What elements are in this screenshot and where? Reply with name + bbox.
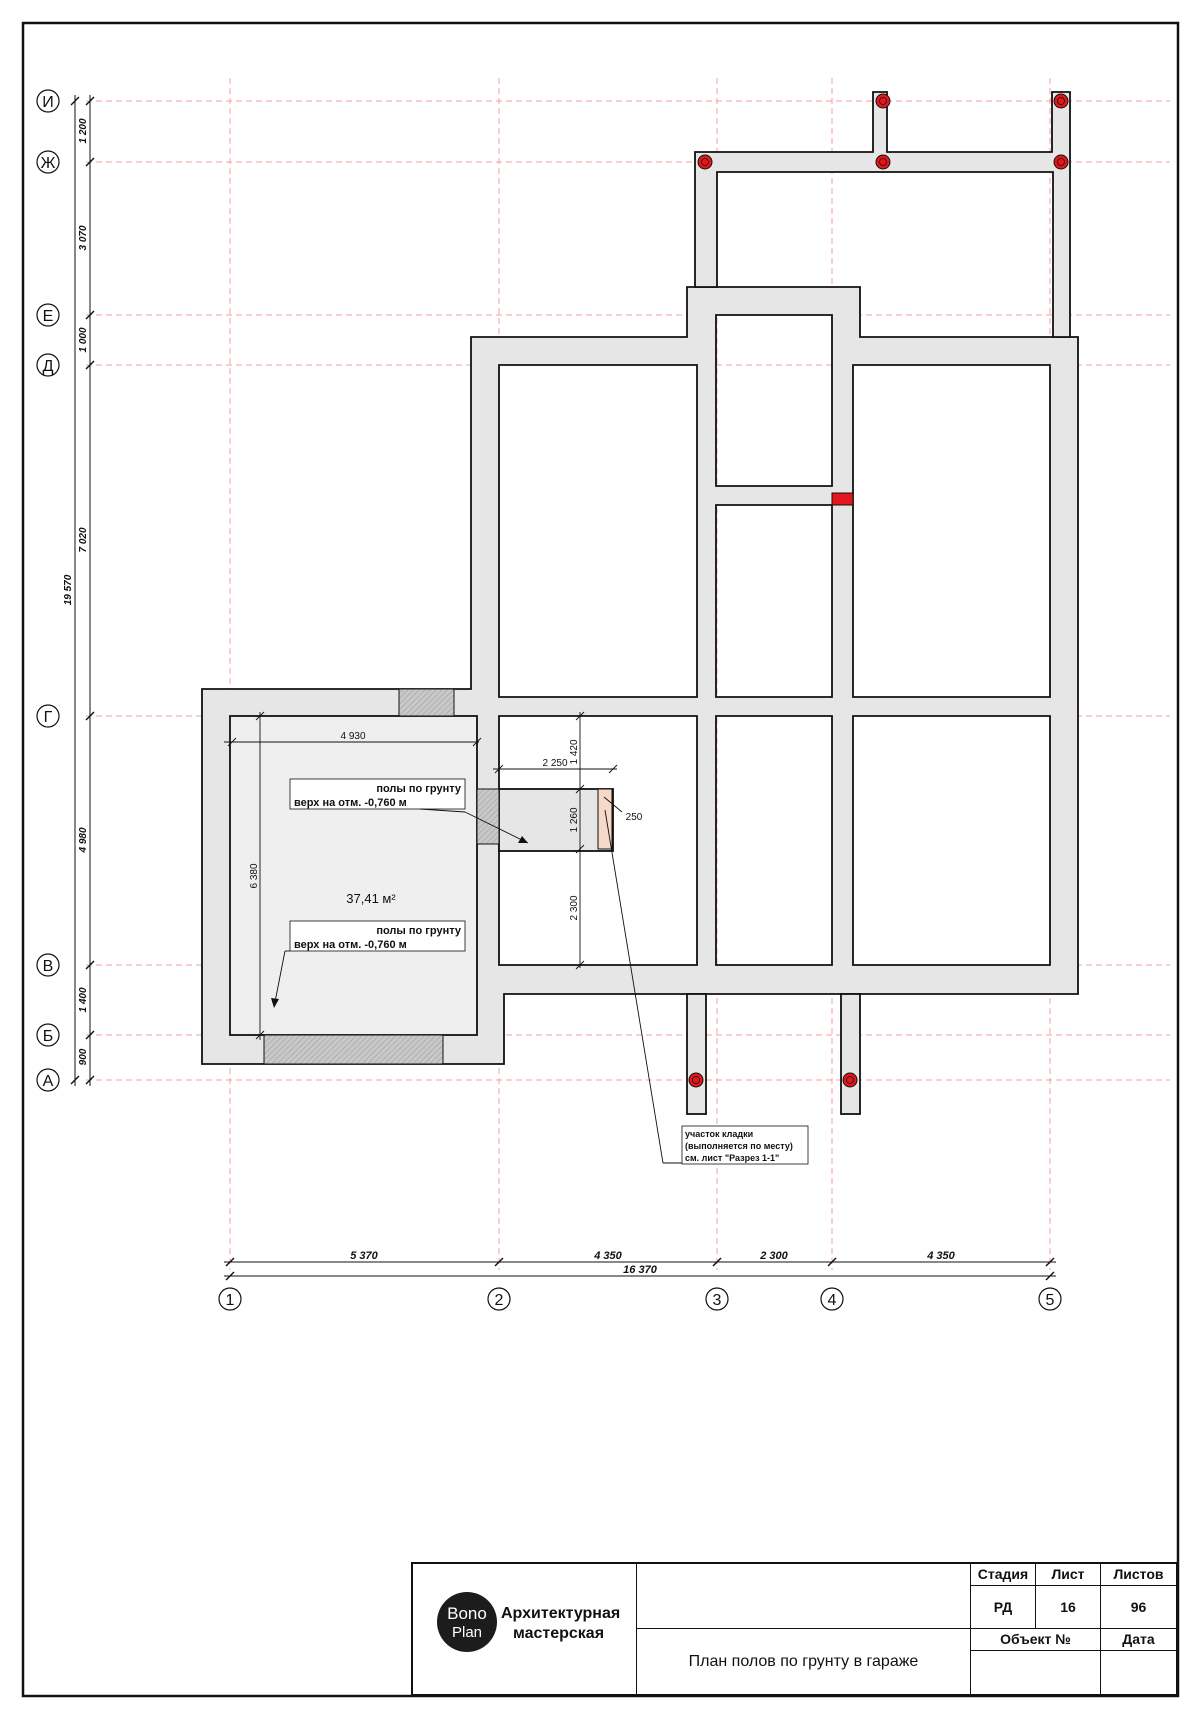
hatched-opening-top — [399, 689, 454, 716]
dim-niche-width: 1 260 — [569, 807, 580, 833]
dim-niche-bottom: 2 300 — [569, 895, 580, 921]
dim-bottom-total: 16 370 — [623, 1264, 657, 1276]
title-block — [411, 1562, 1178, 1696]
column-axis-markers — [219, 1288, 1061, 1310]
left-dimension-texts — [63, 118, 89, 1065]
dim-garage-depth: 6 380 — [249, 863, 260, 889]
pile-centers — [693, 98, 1065, 1084]
date-value — [1101, 1651, 1176, 1694]
south-stub-right — [841, 994, 860, 1114]
drawing-title: План полов по грунту в гараже — [688, 1653, 919, 1670]
dim-bottom-2: 4 350 — [594, 1250, 622, 1262]
empty-cell — [637, 1564, 971, 1629]
object-label: Объект № — [971, 1629, 1101, 1651]
bottom-dimension-texts — [350, 1250, 955, 1276]
pile — [876, 155, 890, 169]
bono-plan-logo — [437, 1592, 497, 1652]
piles — [689, 94, 1068, 1087]
garage-floor — [230, 716, 477, 1035]
sheet-value: 16 — [1036, 1586, 1101, 1629]
floor-niche — [499, 789, 613, 851]
object-value — [971, 1651, 1101, 1694]
dim-bottom-3: 2 300 — [760, 1250, 788, 1262]
dim-garage-width: 4 930 — [340, 731, 366, 742]
axis-label-col: 3 — [712, 1292, 722, 1309]
pile — [843, 1073, 857, 1087]
masonry-note-line1: участок кладки — [685, 1129, 754, 1139]
red-wall-marker — [832, 493, 853, 505]
hatched-opening-side — [477, 789, 499, 844]
axis-label-row: Д — [42, 358, 54, 375]
axis-label-row: Е — [42, 308, 54, 325]
pile — [1054, 155, 1068, 169]
drawing-title-cell — [637, 1629, 971, 1694]
dim-masonry: 250 — [625, 812, 643, 823]
hatched-opening-bottom — [264, 1035, 443, 1064]
sheet-border — [23, 23, 1178, 1696]
axis-label-row: В — [42, 958, 54, 975]
axis-label-col: 1 — [225, 1292, 235, 1309]
dim-left-7: 900 — [78, 1048, 89, 1066]
floor-note-top-line2: верх на отм. -0,760 м — [294, 797, 407, 809]
axis-label-col: 4 — [827, 1292, 837, 1309]
axis-label-row: Б — [42, 1028, 54, 1045]
logo-line1: Bono — [447, 1604, 487, 1623]
south-stub-left — [687, 994, 706, 1114]
sheets-label: Листов — [1101, 1564, 1176, 1586]
dim-bottom-4: 4 350 — [927, 1250, 955, 1262]
axis-label-row: Г — [43, 709, 53, 726]
floor-note-bottom-line1: полы по грунту — [376, 925, 461, 937]
dim-niche-top: 1 420 — [569, 739, 580, 765]
sheets-value: 96 — [1101, 1586, 1176, 1629]
pile — [698, 155, 712, 169]
row-axis-markers — [37, 90, 59, 1091]
floor-note-bottom-line2: верх на отм. -0,760 м — [294, 939, 407, 951]
dim-left-4: 7 020 — [78, 527, 89, 553]
stage-value: РД — [971, 1586, 1036, 1629]
masonry-note-line2: (выполняется по месту) — [685, 1141, 793, 1151]
floor-note-top-line1: полы по грунту — [376, 783, 461, 795]
pile — [689, 1073, 703, 1087]
masonry-note-line3: см. лист "Разрез 1-1" — [685, 1153, 780, 1163]
garage-area: 37,41 м² — [346, 891, 396, 906]
dim-left-3: 1 000 — [78, 327, 89, 353]
axis-label-row: И — [42, 94, 54, 111]
dim-left-2: 3 070 — [78, 225, 89, 251]
stage-label: Стадия — [971, 1564, 1036, 1586]
logo-line2: Plan — [451, 1624, 483, 1641]
dim-bottom-1: 5 370 — [350, 1250, 378, 1262]
foundation-walls — [202, 92, 1078, 1114]
dim-left-total: 19 570 — [63, 574, 74, 606]
axis-label-row: А — [42, 1073, 54, 1090]
axis-grid — [86, 78, 1170, 1270]
dim-left-5: 4 980 — [78, 827, 89, 853]
axis-label-col: 5 — [1045, 1292, 1055, 1309]
date-label: Дата — [1101, 1629, 1176, 1651]
firm-name — [501, 1604, 621, 1644]
dim-left-6: 1 400 — [78, 987, 89, 1013]
axis-label-row: Ж — [40, 155, 56, 172]
axis-label-col: 2 — [494, 1292, 504, 1309]
firm-line1: Архитектурная — [501, 1605, 621, 1622]
dim-niche-length: 2 250 — [542, 758, 568, 769]
firm-cell — [413, 1564, 637, 1694]
pile — [876, 94, 890, 108]
sheet-label: Лист — [1036, 1564, 1101, 1586]
pile — [1054, 94, 1068, 108]
dim-left-1: 1 200 — [78, 118, 89, 144]
firm-line2: мастерская — [512, 1625, 605, 1642]
